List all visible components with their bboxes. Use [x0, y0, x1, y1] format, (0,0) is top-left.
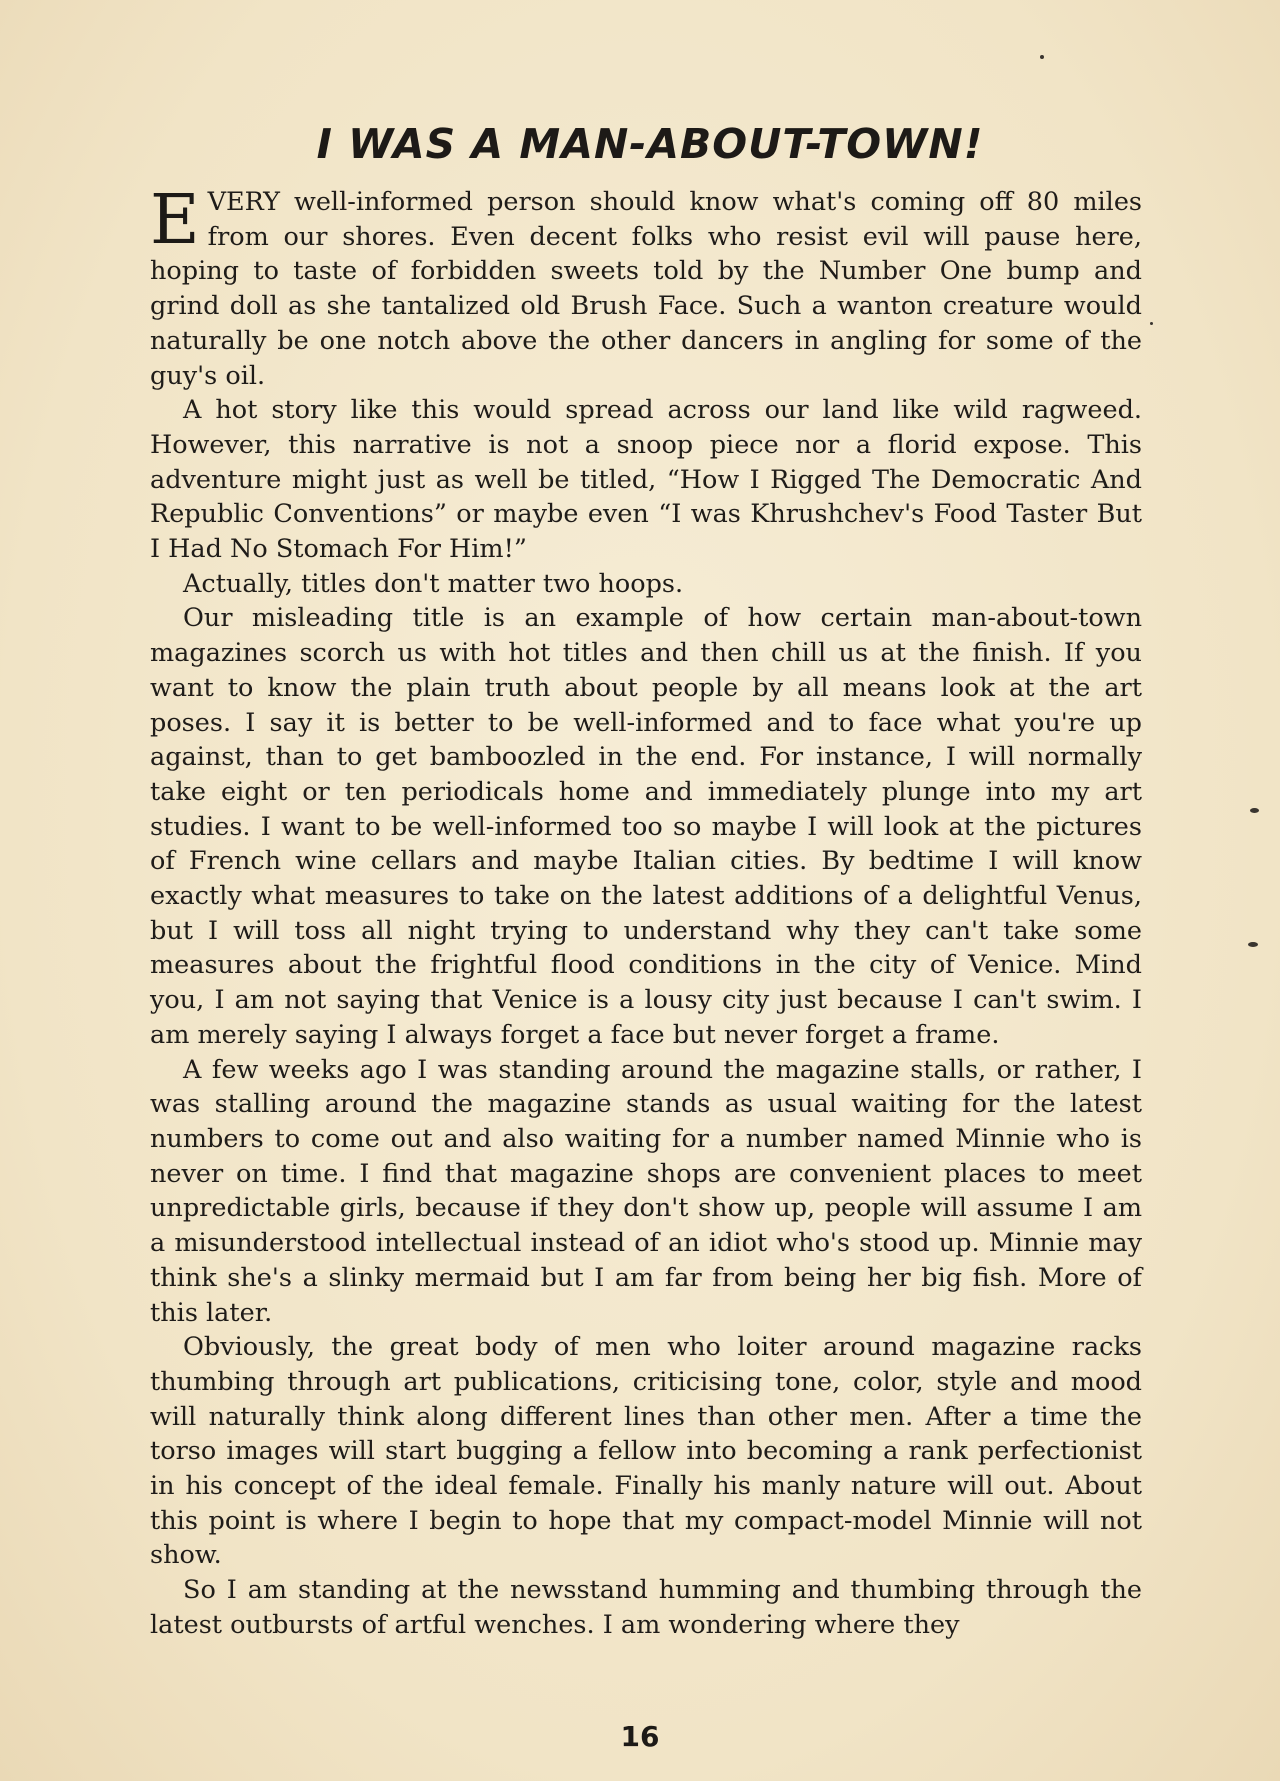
paragraph-1-text: VERY well-informed person should know what's coming off 80 miles from our shores. Even decent folks who resist evil will pause here, hoping to taste of forbidden sweets told by the Number One bump and grind doll as she tantalized old Brush Face. Such a wanton creature would naturally be one notch above the other dancers in angling for some of the guy's oil.	[150, 187, 1142, 391]
ink-speck	[1248, 942, 1258, 947]
ink-speck	[1040, 55, 1044, 59]
paragraph-3: Actually, titles don't matter two hoops.	[183, 568, 684, 599]
drop-cap: E	[150, 181, 200, 260]
paragraph-1	[150, 181, 1142, 393]
ink-speck	[1250, 808, 1259, 813]
ink-speck	[1150, 322, 1153, 325]
article-body	[150, 181, 1142, 1643]
paragraph-4: Our misleading title is an example of how certain man-about-town magazines scorch us with hot titles and then chill us at the finish. If you want to know the plain truth about people by all means look at the art poses. I say it is better to be well-informed and to face what you're up against, than to get bamboozled in the end. For instance, I will normally take eight or ten periodicals home and immediately plunge into my art studies. I want to be well-informed too so maybe I will look at the pictures of French wine cellars and maybe Italian cities. By bedtime I will know exactly what measures to take on the latest additions of a delightful Venus, but I will toss all night trying to understand why they can't take some measures about the frightful flood conditions in the city of Venice. Mind you, I am not saying that Venice is a lousy city just because I can't swim. I am merely saying I always forget a face but never forget a frame.	[150, 603, 1142, 1050]
paragraph-5: A few weeks ago I was standing around the magazine stalls, or rather, I was stalling around the magazine stands as usual waiting for the latest numbers to come out and also waiting for a number named Minnie who is never on time. I find that magazine shops are convenient places to meet unpredictable girls, because if they don't show up, people will assume I am a misunderstood intellectual instead of an idiot who's stood up. Minnie may think she's a slinky mermaid but I am far from being her big fish. More of this later.	[150, 1054, 1142, 1328]
paragraph-2: A hot story like this would spread across our land like wild ragweed. However, this narrative is not a snoop piece nor a florid expose. This adventure might just as well be titled, “How I Rigged The Democratic And Republic Conventions” or maybe even “I was Khrushchev's Food Taster But I Had No Stomach For Him!”	[150, 395, 1142, 565]
paragraph-7: So I am standing at the newsstand humming and thumbing through the latest outbursts of artful wenches. I am wondering where they	[150, 1575, 1142, 1640]
page-number: 16	[620, 1720, 660, 1753]
article-title: I WAS A MAN-ABOUT-TOWN!	[316, 120, 984, 168]
paragraph-6: Obviously, the great body of men who loiter around magazine racks thumbing through art publications, criticising tone, color, style and mood will naturally think along different lines than other men. After a time the torso images will start bugging a fellow into becoming a rank perfectionist in his concept of the ideal female. Finally his manly nature will out. About this point is where I begin to hope that my compact-model Minnie will not show.	[150, 1332, 1142, 1571]
